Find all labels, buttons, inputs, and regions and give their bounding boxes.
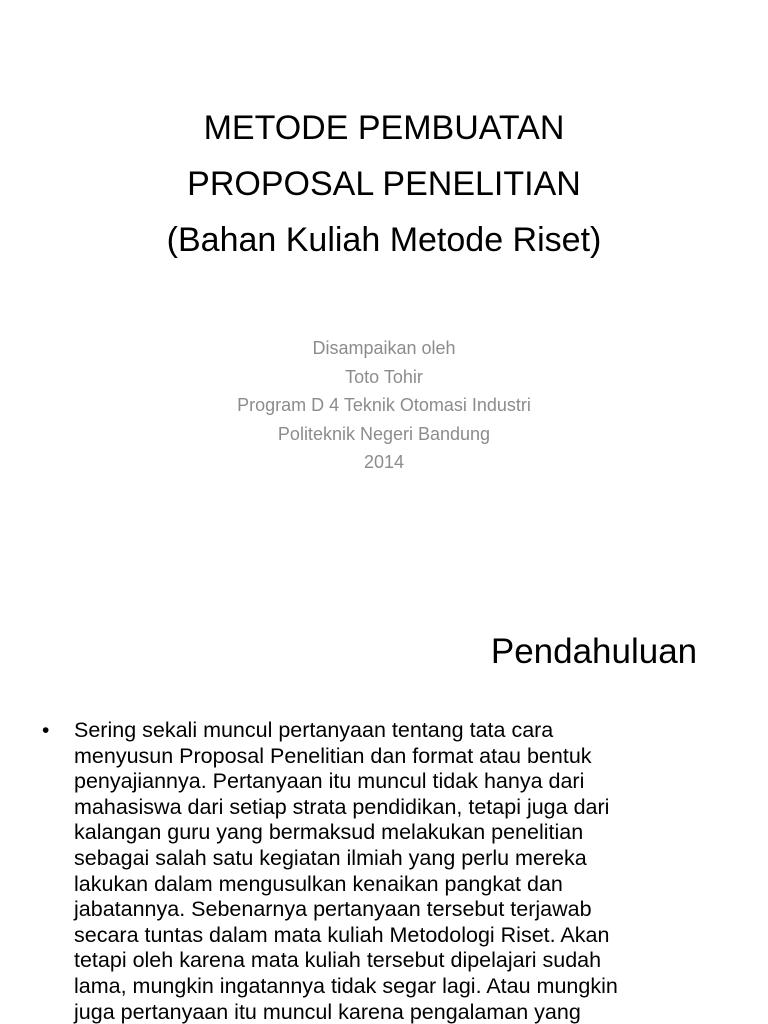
title-line-3: (Bahan Kuliah Metode Riset) xyxy=(166,221,602,259)
slide-title xyxy=(0,100,768,268)
slide-subtitle xyxy=(0,334,768,477)
text-line: jabatannya. Sebenarnya pertanyaan tersebut terjawab xyxy=(74,897,592,922)
text-line: mahasiswa dari setiap strata pendidikan, tetapi juga dari xyxy=(74,794,610,819)
content-slide xyxy=(0,576,768,1024)
title-line-1: METODE PEMBUATAN xyxy=(203,109,565,147)
text-line: kalangan guru yang bermaksud melakukan penelitian xyxy=(74,820,584,845)
presenter-name: Toto Tohir xyxy=(345,366,423,387)
bullet-icon: • xyxy=(42,719,50,742)
institution-name: Politeknik Negeri Bandung xyxy=(277,423,491,444)
text-line: Sering sekali muncul pertanyaan tentang tata cara xyxy=(74,718,554,742)
text-line: penyajiannya. Pertanyaan itu muncul tidak hanya dari xyxy=(74,769,585,794)
bullet-list xyxy=(40,718,750,1024)
section-title: Pendahuluan xyxy=(490,632,698,671)
text-line: lakukan dalam mengusulkan kenaikan pangkat dan xyxy=(74,871,563,896)
title-line-2: PROPOSAL PENELITIAN xyxy=(187,165,581,203)
year: 2014 xyxy=(363,452,405,472)
text-line: lama, mungkin ingatannya tidak segar lagi. Atau mungkin xyxy=(74,973,618,998)
text-line: secara tuntas dalam mata kuliah Metodologi Riset. Akan xyxy=(74,922,610,947)
text-line: juga pertanyaan itu muncul karena pengalaman yang xyxy=(74,999,581,1024)
program-name: Program D 4 Teknik Otomasi Industri xyxy=(237,395,531,415)
presenter-intro: Disampaikan oleh xyxy=(312,338,456,358)
text-line: sebagai salah satu kegiatan ilmiah yang perlu mereka xyxy=(74,845,587,870)
text-line: tetapi oleh karena mata kuliah tersebut dipelajari sudah xyxy=(74,948,602,973)
text-line: menyusun Proposal Penelitian dan format atau bentuk xyxy=(74,743,592,768)
list-item xyxy=(40,718,750,1024)
